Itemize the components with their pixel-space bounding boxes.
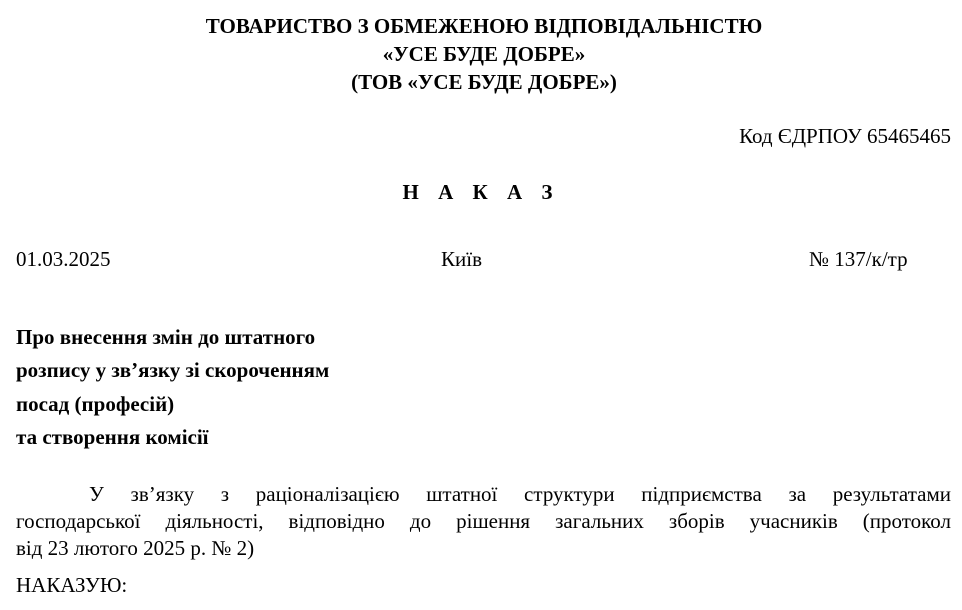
preamble-line: господарської діяльності, відповідно до рішення загальних зборів учасників (протокол [16,509,951,533]
preamble-line: У зв’язку з раціоналізацією штатної структури підприємства за результатами [89,482,951,506]
edrpou-code: Код ЄДРПОУ 65465465 [739,124,951,148]
order-number: № 137/к/тр [809,247,908,271]
document-title: Н А К А З [402,180,560,204]
subject-line: та створення комісії [16,425,209,449]
company-quoted-name: «УСЕ БУДЕ ДОБРЕ» [382,42,586,66]
order-word: НАКАЗУЮ: [16,573,128,597]
subject-line: Про внесення змін до штатного [16,325,316,349]
preamble-line: від 23 лютого 2025 р. № 2) [16,536,255,560]
company-short-name: (ТОВ «УСЕ БУДЕ ДОБРЕ») [351,70,617,94]
order-city: Київ [441,247,482,271]
subject-line: розпису у зв’язку зі скороченням [16,358,330,382]
subject-line: посад (професій) [16,392,175,416]
order-date: 01.03.2025 [16,247,111,271]
preamble-paragraph [16,481,951,562]
company-full-name: ТОВАРИСТВО З ОБМЕЖЕНОЮ ВІДПОВІДАЛЬНІСТЮ [205,14,763,38]
